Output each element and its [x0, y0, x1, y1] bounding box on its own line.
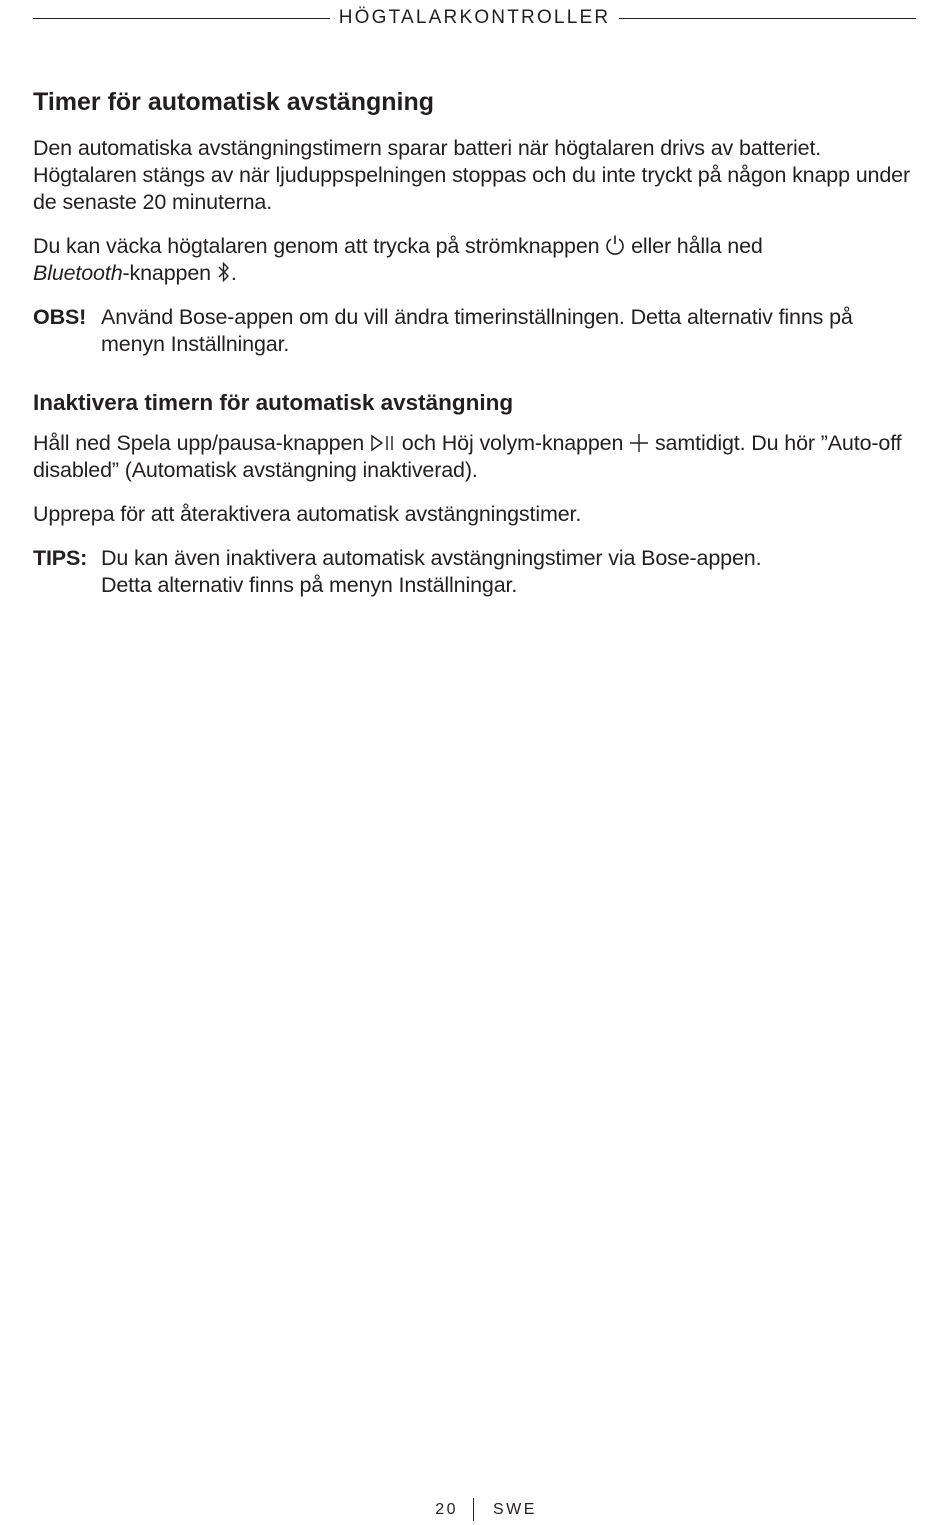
section-heading-auto-off-timer: Timer för automatisk avstängning [33, 88, 435, 116]
paragraph-wake-speaker [33, 233, 913, 287]
wake-text-part4: . [230, 261, 237, 285]
wake-text-part3: -knappen [122, 261, 211, 285]
footer-divider [473, 1498, 474, 1521]
wake-text-part2: eller hålla ned [631, 234, 763, 258]
paragraph-reenable: Upprepa för att återaktivera automatisk avstängningstimer. [33, 502, 582, 526]
tip-line-1: Du kan även inaktivera automatisk avstängningstimer via Bose-appen. [101, 546, 762, 570]
note-box [33, 304, 913, 358]
disable-text-part1: Håll ned Spela upp/pausa-knappen [33, 431, 365, 455]
play-pause-icon [370, 433, 396, 453]
note-text: Använd Bose-appen om du vill ändra timerinställningen. Detta alternativ finns på menyn Inställningar. [101, 305, 853, 356]
header-title: HÖGTALARKONTROLLER [338, 7, 611, 28]
paragraph-timer-description: Den automatiska avstängningstimern sparar batteri när högtalaren drivs av batteriet. Högtalaren stängs av när ljuduppspelningen stoppas och du inte tryckt på någon knapp under de senaste 20 minuterna. [33, 136, 910, 214]
header-rule-right [619, 18, 916, 19]
page-content [33, 86, 913, 629]
page-header [33, 6, 916, 30]
wake-text-part1: Du kan väcka högtalaren genom att trycka på strömknappen [33, 234, 600, 258]
tip-text [101, 545, 913, 599]
tip-box [33, 545, 913, 599]
page-number: 20 [435, 1501, 458, 1518]
header-rule-left [33, 18, 330, 19]
paragraph-disable-instructions [33, 430, 913, 484]
bluetooth-icon [217, 261, 231, 283]
power-icon [605, 234, 625, 256]
page-footer [0, 1498, 950, 1524]
plus-icon [629, 433, 649, 453]
disable-text-part3: samtidigt. Du hör ”Auto-off disabled” (Automatisk avstängning inaktiverad). [33, 431, 902, 482]
note-label: OBS! [33, 305, 87, 329]
tip-label: TIPS: [33, 546, 88, 570]
disable-text-part2: och Höj volym-knappen [401, 431, 624, 455]
tip-line-2: Detta alternativ finns på menyn Inställningar. [101, 573, 518, 597]
bluetooth-italic: Bluetooth [33, 261, 123, 285]
section-heading-disable-timer: Inaktivera timern för automatisk avstängning [33, 390, 514, 415]
language-code: SWE [493, 1501, 537, 1518]
